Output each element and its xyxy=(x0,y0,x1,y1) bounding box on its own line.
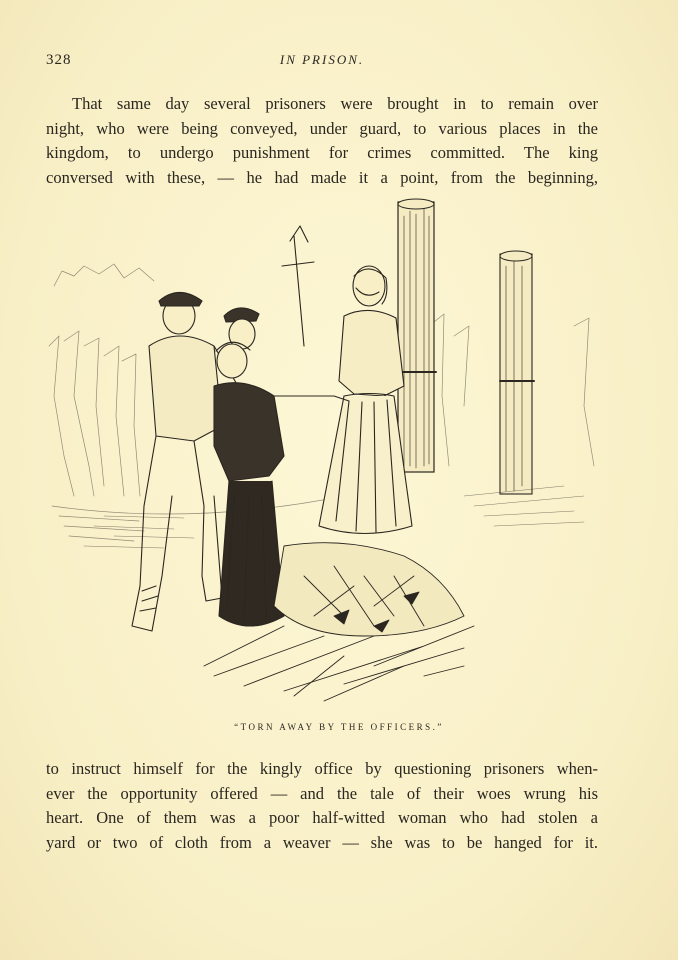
page-number: 328 xyxy=(46,52,72,68)
paragraph-bottom xyxy=(46,757,598,855)
running-head xyxy=(46,52,598,74)
text-line: That same day several prisoners were brought in to remain over xyxy=(72,94,598,113)
engraving-illustration xyxy=(44,196,604,716)
text-line: heart. One of them was a poor half-witted woman who had stolen a xyxy=(46,808,598,827)
text-line: to instruct himself for the kingly office by questioning prisoners when- xyxy=(46,759,598,778)
running-title: IN PRISON. xyxy=(279,52,365,67)
text-line: ever the opportunity offered — and the tale of their woes wrung his xyxy=(46,783,598,803)
text-line: night, who were being conveyed, under guard, to various places in the xyxy=(46,118,598,138)
illustration-caption: “TORN AWAY BY THE OFFICERS.” xyxy=(234,722,444,732)
text-line: yard or two of cloth from a weaver — she was to be hanged for it. xyxy=(46,832,598,852)
text-line: conversed with these, — he had made it a point, from the beginning, xyxy=(46,167,598,187)
text-line: kingdom, to undergo punishment for crimes committed. The king xyxy=(46,143,598,162)
stake-posts xyxy=(398,199,534,494)
paragraph-top xyxy=(46,92,598,190)
